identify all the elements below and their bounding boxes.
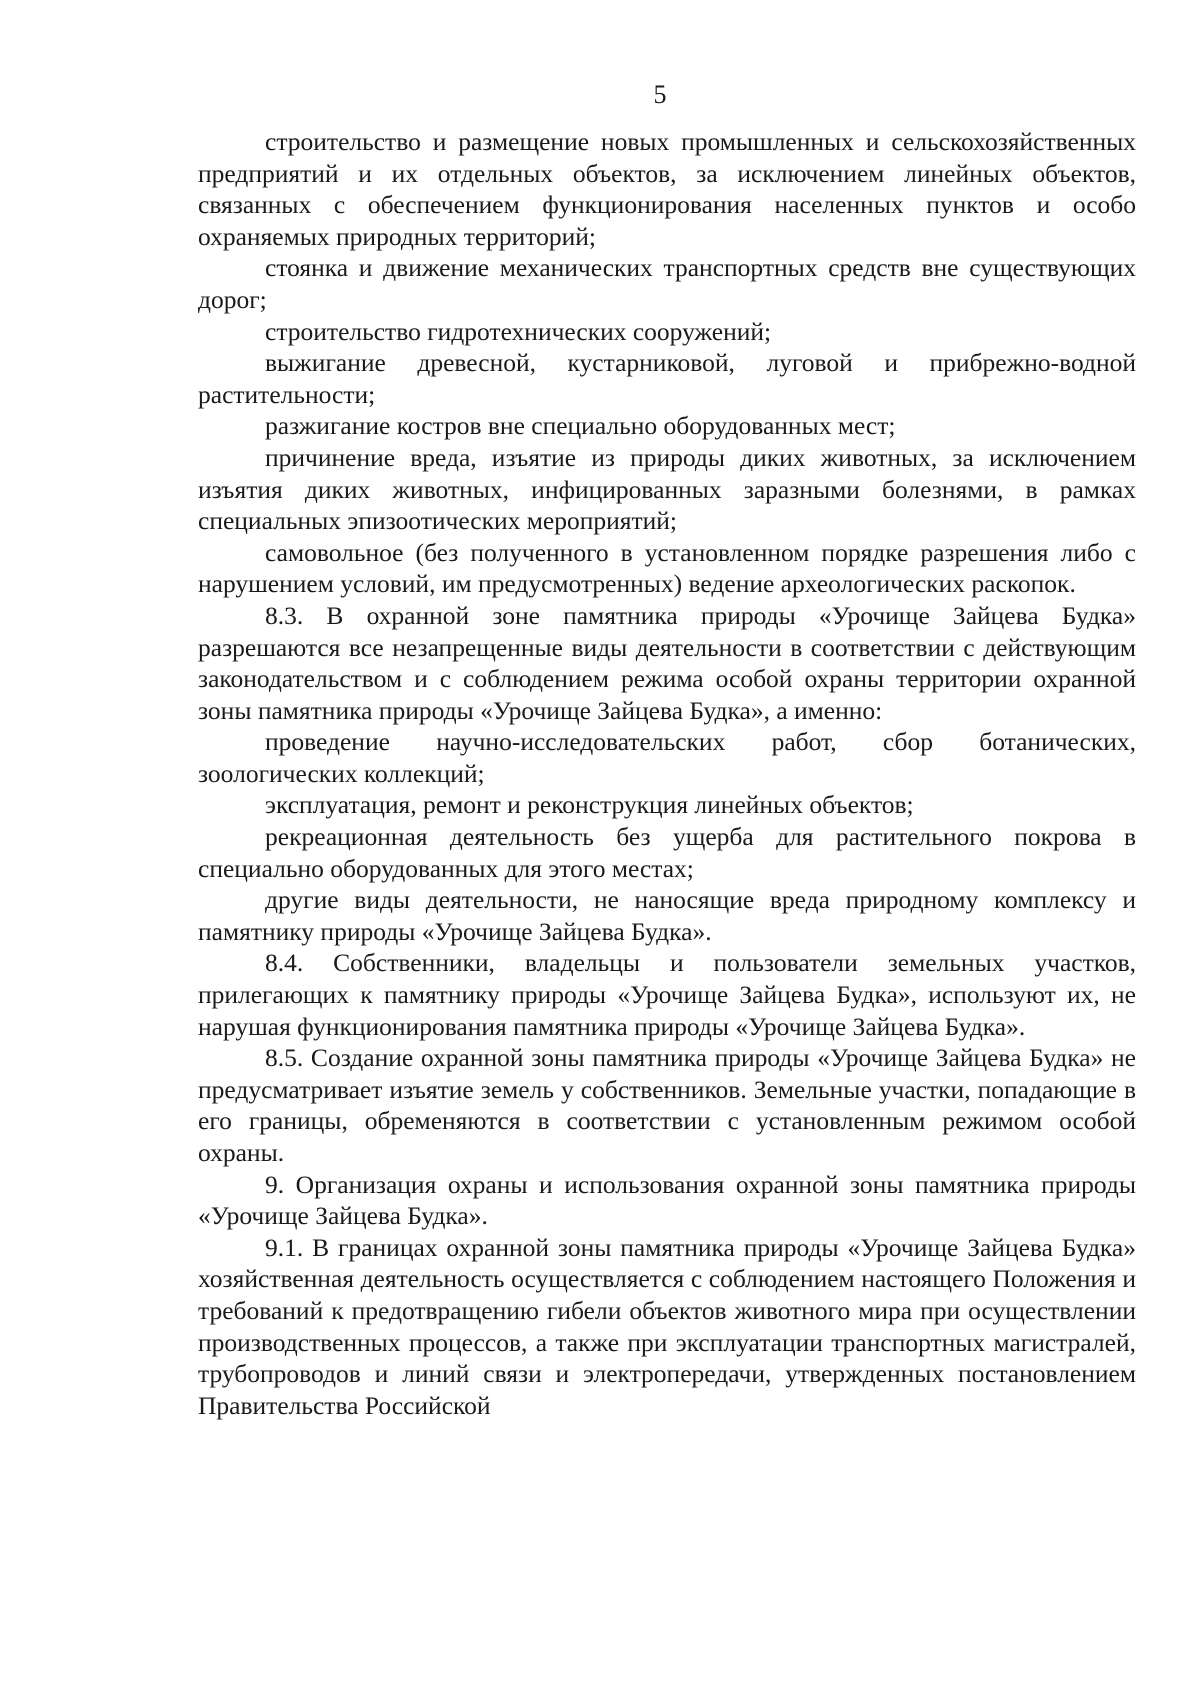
paragraph-wildlife-harm-ban: причинение вреда, изъятие из природы диких животных, за исключением изъятия диких животных, инфицированных заразными болезнями, в рамках специальных эпизоотических мероприятий; <box>198 442 1136 536</box>
paragraph-campfire-ban: разжигание костров вне специально оборудованных мест; <box>265 411 896 441</box>
paragraph-recreation-allowed: рекреационная деятельность без ущерба для растительного покрова в специально оборудованных для этого местах; <box>198 822 1136 883</box>
paragraph-excavation-ban: самовольное (без полученного в установленном порядке разрешения либо с нарушением условий, им предусмотренных) ведение археологических раскопок. <box>198 537 1136 599</box>
paragraph-section-8-4: 8.4. Собственники, владельцы и пользователи земельных участков, прилегающих к памятнику природы «Урочище Зайцева Будка», используют их, не нарушая функционирования памятника природы «Урочище Зайцева Будка». <box>198 948 1136 1041</box>
paragraph-burning-ban: выжигание древесной, кустарниковой, луговой и прибрежно-водной растительности; <box>198 348 1136 409</box>
paragraph-maintenance-allowed: эксплуатация, ремонт и реконструкция линейных объектов; <box>265 790 914 820</box>
paragraph-section-8-5: 8.5. Создание охранной зоны памятника природы «Урочище Зайцева Будка» не предусматривает изъятие земель у собственников. Земельные участки, попадающие в его границы, обременяются в соответствии с установленным режимом особой охраны. <box>198 1043 1136 1167</box>
paragraph-other-allowed: другие виды деятельности, не наносящие вреда природному комплексу и памятнику природы «Урочище Зайцева Будка». <box>198 885 1136 946</box>
paragraph-section-8-3: 8.3. В охранной зоне памятника природы «Урочище Зайцева Будка» разрешаются все незапрещенные виды деятельности в соответствии с действующим законодательством и с соблюдением режима особой охраны территории охранной зоны памятника природы «Урочище Зайцева Будка», а именно: <box>198 600 1136 725</box>
paragraph-section-9: 9. Организация охраны и использования охранной зоны памятника природы «Урочище Зайцева Будка». <box>198 1169 1136 1231</box>
paragraph-vehicle-ban: стоянка и движение механических транспортных средств вне существующих дорог; <box>198 253 1136 314</box>
paragraph-research-allowed: проведение научно-исследовательских работ, сбор ботанических, зоологических коллекций; <box>198 727 1136 788</box>
document-body <box>198 126 1136 1421</box>
page-number: 5 <box>653 80 667 109</box>
paragraph-construction-ban: строительство и размещение новых промышленных и сельскохозяйственных предприятий и их отдельных объектов, за исключением линейных объектов, связанных с обеспечением функционирования населенных пунктов и особо охраняемых природных территорий; <box>198 127 1136 251</box>
paragraph-hydro-ban: строительство гидротехнических сооружений; <box>265 316 772 346</box>
paragraph-section-9-1: 9.1. В границах охранной зоны памятника природы «Урочище Зайцева Будка» хозяйственная деятельность осуществляется с соблюдением настоящего Положения и требований к предотвращению гибели объектов животного мира при осуществлении производственных процессов, а также при эксплуатации транспортных магистралей, трубопроводов и линий связи и электропередачи, утвержденных постановлением Правительства Российской <box>198 1232 1136 1420</box>
